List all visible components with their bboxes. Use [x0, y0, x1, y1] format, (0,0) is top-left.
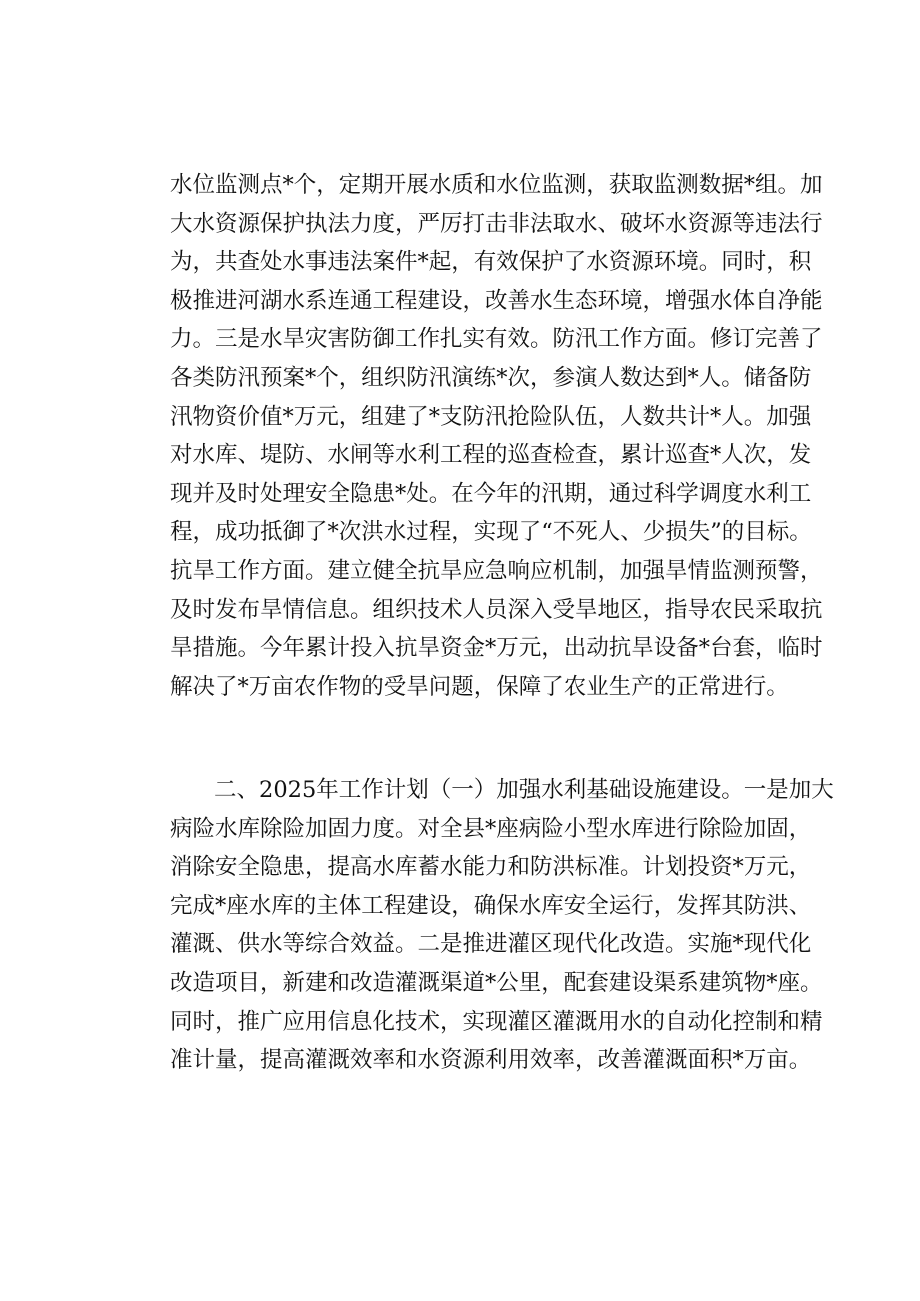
- text-line: 灌溉、供水等综合效益。二是推进灌区现代化改造。实施*现代化: [170, 931, 812, 958]
- text-line: 水位监测点*个，定期开展水质和水位监测，获取监测数据*组。加: [170, 172, 823, 198]
- text-line: 各类防汛预案*个，组织防汛演练*次，参演人数达到*人。储备防: [170, 364, 812, 391]
- text-line: 力。三是水旱灾害防御工作扎实有效。防汛工作方面。修订完善了: [170, 326, 823, 353]
- text-line: 解决了*万亩农作物的受旱问题，保障了农业生产的正常进行。: [170, 673, 789, 700]
- text-line: 现并及时处理安全隐患*处。在今年的汛期，通过科学调度水利工: [170, 480, 812, 507]
- paragraph-2025-plan: [170, 771, 834, 1080]
- text-line: 旱措施。今年累计投入抗旱资金*万元，出动抗旱设备*台套，临时: [170, 635, 823, 662]
- text-line: 抗旱工作方面。建立健全抗旱应急响应机制，加强旱情监测预警，: [170, 557, 823, 584]
- text-line: 准计量，提高灌溉效率和水资源利用效率，改善灌溉面积*万亩。: [170, 1047, 812, 1074]
- text-line: 大水资源保护执法力度，严厉打击非法取水、破坏水资源等违法行: [170, 210, 823, 237]
- paragraph-water-resources: [170, 166, 823, 706]
- text-line: 改造项目，新建和改造灌溉渠道*公里，配套建设渠系建筑物*座。: [170, 969, 823, 996]
- section-heading-line: 二、2025年工作计划（一）加强水利基础设施建设。一是加大: [214, 777, 834, 803]
- text-line: 消除安全隐患，提高水库蓄水能力和防洪标准。计划投资*万元，: [170, 854, 812, 881]
- text-line: 汛物资价值*万元，组建了*支防汛抢险队伍，人数共计*人。加强: [170, 403, 812, 430]
- text-line: 极推进河湖水系连通工程建设，改善水生态环境，增强水体自净能: [170, 287, 823, 314]
- text-line: 为，共查处水事违法案件*起，有效保护了水资源环境。同时，积: [170, 249, 812, 276]
- text-line: 同时，推广应用信息化技术，实现灌区灌溉用水的自动化控制和精: [170, 1008, 823, 1035]
- text-line: 及时发布旱情信息。组织技术人员深入受旱地区，指导农民采取抗: [170, 596, 823, 623]
- text-line: 程，成功抵御了*次洪水过程，实现了“不死人、少损失”的目标。: [170, 519, 812, 546]
- text-line: 完成*座水库的主体工程建设，确保水库安全运行，发挥其防洪、: [170, 892, 812, 919]
- text-line: 对水库、堤防、水闸等水利工程的巡查检查，累计巡查*人次，发: [170, 442, 812, 469]
- text-line: 病险水库除险加固力度。对全县*座病险小型水库进行除险加固，: [170, 815, 812, 842]
